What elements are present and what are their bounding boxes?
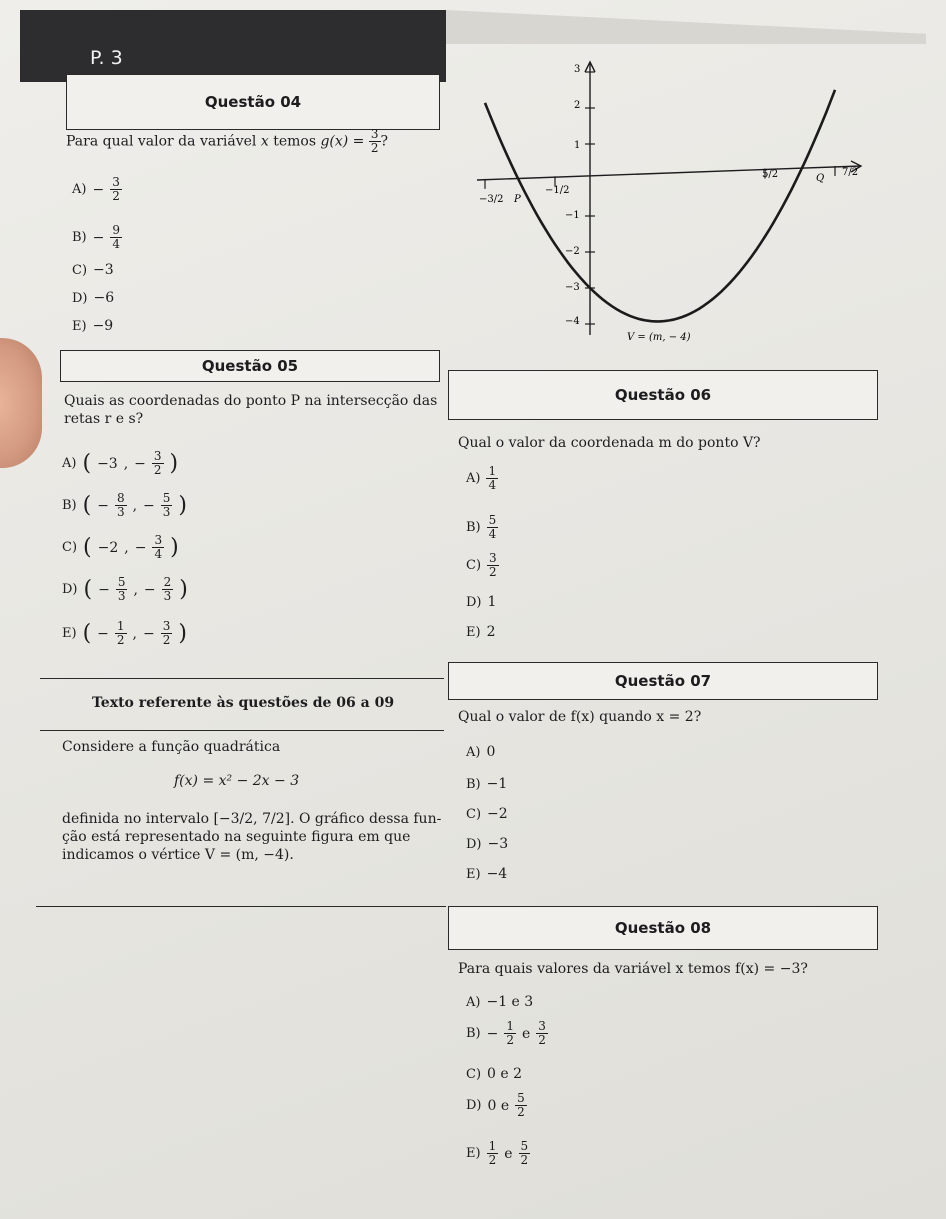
- q04-option-a[interactable]: A) − $\frac{3}{2}$: [72, 175, 120, 203]
- q04-stem: Para qual valor da variável x temos g(x) = $\frac{3}{2}$ ?: [66, 127, 389, 155]
- parabola-graph: [447, 30, 929, 360]
- q07-option-d[interactable]: D) −3: [466, 836, 509, 852]
- x-label-neg1-2: −1/2: [545, 185, 570, 196]
- q07-option-e[interactable]: E) −4: [466, 866, 508, 882]
- q06-option-c[interactable]: C) $\frac{3}{2}$: [466, 551, 497, 579]
- x-label-neg3-2: −3/2: [479, 194, 504, 205]
- q07-header: Questão 07: [448, 662, 878, 700]
- x-label-7-2: 7/2: [842, 167, 859, 178]
- q05-option-b[interactable]: B) ( − $\frac{8}{3}$ , − $\frac{5}{3}$ ): [62, 491, 188, 519]
- q06-option-b[interactable]: B) $\frac{5}{4}$: [466, 513, 497, 541]
- text-box-title: Texto referente às questões de 06 a 09: [92, 695, 395, 711]
- y-tick-1: 1: [574, 140, 581, 151]
- q08-option-a[interactable]: A) −1 e 3: [466, 994, 534, 1010]
- text-box-formula: f(x) = x² − 2x − 3: [174, 773, 300, 789]
- q05-option-c[interactable]: C) ( −2 , − $\frac{3}{4}$ ): [62, 533, 179, 561]
- q07-option-c[interactable]: C) −2: [466, 806, 508, 822]
- graph-ticks: [485, 72, 835, 324]
- text-box-title-underline: [40, 730, 444, 731]
- q08-option-e[interactable]: E) $\frac{1}{2}$ e $\frac{5}{2}$: [466, 1139, 529, 1167]
- q06-option-a[interactable]: A) $\frac{1}{4}$: [466, 464, 497, 492]
- x-label-5-2: 5/2: [762, 169, 779, 180]
- q04-option-e[interactable]: E) −9: [72, 318, 114, 334]
- q08-option-b[interactable]: B) − $\frac{1}{2}$ e $\frac{3}{2}$: [466, 1019, 546, 1047]
- q04-option-c[interactable]: C) −3: [72, 262, 114, 278]
- q07-option-a[interactable]: A) 0: [466, 744, 496, 760]
- q07-stem: Qual o valor de f(x) quando x = 2?: [458, 709, 702, 725]
- point-p-label: P: [514, 194, 521, 205]
- q06-stem: Qual o valor da coordenada m do ponto V?: [458, 435, 761, 451]
- point-q-label: Q: [816, 173, 825, 184]
- y-tick-neg4: −4: [565, 316, 580, 327]
- q08-option-c[interactable]: C) 0 e 2: [466, 1066, 523, 1082]
- q08-header: Questão 08: [448, 906, 878, 950]
- y-tick-2: 2: [574, 100, 581, 111]
- q07-option-b[interactable]: B) −1: [466, 776, 508, 792]
- graph-axes: [477, 62, 861, 335]
- y-tick-neg3: −3: [565, 282, 580, 293]
- q05-stem: Quais as coordenadas do ponto P na intersecção das retas r e s?: [64, 393, 438, 427]
- q04-option-b[interactable]: B) − $\frac{9}{4}$: [72, 223, 120, 251]
- q06-option-d[interactable]: D) 1: [466, 594, 497, 610]
- text-box-intro: Considere a função quadrática: [62, 739, 281, 755]
- q05-option-a[interactable]: A) ( −3 , − $\frac{3}{2}$ ): [62, 449, 179, 477]
- q05-option-d[interactable]: D) ( − $\frac{5}{3}$ , − $\frac{2}{3}$ ): [62, 575, 188, 603]
- page-number: P. 3: [90, 47, 123, 69]
- q06-option-e[interactable]: E) 2: [466, 624, 496, 640]
- q05-option-e[interactable]: E) ( − $\frac{1}{2}$ , − $\frac{3}{2}$ ): [62, 619, 187, 647]
- parabola-curve: [485, 90, 835, 322]
- text-box-bottom-border: [36, 906, 446, 907]
- q04-header: Questão 04: [66, 74, 440, 130]
- q08-stem: Para quais valores da variável x temos f(x) = −3?: [458, 961, 808, 977]
- q06-header: Questão 06: [448, 370, 878, 420]
- q05-header: Questão 05: [60, 350, 440, 382]
- y-tick-neg2: −2: [565, 246, 580, 257]
- vertex-label: V = (m, − 4): [627, 332, 691, 343]
- text-box-top-border: [40, 678, 444, 679]
- y-tick-neg1: −1: [565, 210, 580, 221]
- y-tick-3: 3: [574, 64, 581, 75]
- graph-labels: [479, 64, 858, 343]
- text-box-body: definida no intervalo [−3/2, 7/2]. O gráfico dessa fun- ção está representado na seguinte figura em que indicamos o vértice V = (m, −4).: [62, 811, 442, 863]
- q04-option-d[interactable]: D) −6: [72, 290, 115, 306]
- q08-option-d[interactable]: D) 0 e $\frac{5}{2}$: [466, 1091, 525, 1119]
- finger: [0, 338, 42, 468]
- page-header-bar: [20, 10, 446, 82]
